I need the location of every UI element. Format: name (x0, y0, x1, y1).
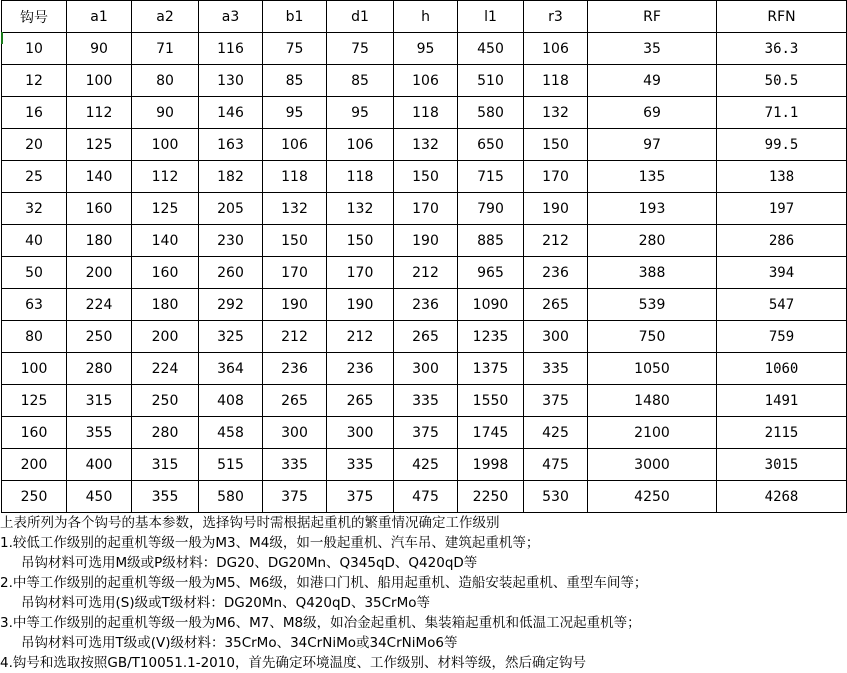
hook-parameter-table (1, 0, 847, 513)
table-cell[interactable]: 130 (199, 65, 263, 97)
table-cell[interactable]: 132 (524, 97, 588, 129)
table-cell[interactable]: 118 (327, 161, 394, 193)
notes-item-1: 1.较低工作级别的起重机等级一般为M3、M4级，如一般起重机、汽车吊、建筑起重机等； (0, 535, 540, 551)
table-cell[interactable]: 150 (327, 225, 394, 257)
table-cell[interactable]: 100 (2, 353, 67, 385)
table-cell[interactable]: 1060 (717, 353, 847, 385)
table-cell[interactable]: 150 (394, 161, 458, 193)
table-cell[interactable]: 170 (327, 257, 394, 289)
table-cell[interactable]: 230 (199, 225, 263, 257)
table-cell[interactable]: 1480 (588, 385, 717, 417)
table-cell[interactable]: 325 (199, 321, 263, 353)
column-header-10[interactable]: RFN (717, 1, 847, 33)
table-cell[interactable]: 388 (588, 257, 717, 289)
notes-item-3-material: 吊钩材料可选用T级或(V)级材料：35CrMo、34CrNiMo或34CrNiMo6等 (21, 635, 458, 651)
table-cell[interactable]: 140 (132, 225, 199, 257)
table-cell[interactable]: 36.3 (717, 33, 847, 65)
table-row (2, 161, 847, 193)
table-cell[interactable]: 515 (199, 449, 263, 481)
table-cell[interactable]: 50.5 (717, 65, 847, 97)
table-cell[interactable]: 250 (132, 385, 199, 417)
table-cell[interactable]: 170 (394, 193, 458, 225)
table-cell[interactable]: 25 (2, 161, 67, 193)
table-cell[interactable]: 400 (67, 449, 132, 481)
table-cell[interactable]: 292 (199, 289, 263, 321)
table-cell[interactable]: 650 (458, 129, 524, 161)
table-cell[interactable]: 280 (67, 353, 132, 385)
table-cell[interactable]: 265 (327, 385, 394, 417)
table-cell[interactable]: 355 (132, 481, 199, 513)
table-cell[interactable]: 150 (263, 225, 327, 257)
table-cell[interactable]: 224 (132, 353, 199, 385)
table-cell[interactable]: 547 (717, 289, 847, 321)
table-cell[interactable]: 250 (2, 481, 67, 513)
table-cell[interactable]: 182 (199, 161, 263, 193)
table-cell[interactable]: 135 (588, 161, 717, 193)
table-cell[interactable]: 335 (524, 353, 588, 385)
table-cell[interactable]: 112 (132, 161, 199, 193)
table-cell[interactable]: 375 (327, 481, 394, 513)
table-cell[interactable]: 132 (263, 193, 327, 225)
column-header-4[interactable]: b1 (263, 1, 327, 33)
table-cell[interactable]: 375 (524, 385, 588, 417)
table-cell[interactable]: 394 (717, 257, 847, 289)
table-cell[interactable]: 1745 (458, 417, 524, 449)
table-cell[interactable]: 132 (394, 129, 458, 161)
table-cell[interactable]: 71 (132, 33, 199, 65)
table-cell[interactable]: 95 (394, 33, 458, 65)
table-cell[interactable]: 160 (132, 257, 199, 289)
notes-item-2: 2.中等工作级别的起重机等级一般为M5、M6级，如港口门机、船用起重机、造船安装起重机、重型车间等； (0, 575, 648, 591)
table-cell[interactable]: 106 (263, 129, 327, 161)
table-cell[interactable]: 250 (67, 321, 132, 353)
notes-block (0, 513, 847, 673)
table-cell[interactable]: 375 (394, 417, 458, 449)
table-cell[interactable]: 315 (67, 385, 132, 417)
column-header-0[interactable]: 钩号 (2, 1, 67, 33)
table-cell[interactable]: 458 (199, 417, 263, 449)
table-cell[interactable]: 118 (524, 65, 588, 97)
table-cell[interactable]: 265 (524, 289, 588, 321)
table-cell[interactable]: 138 (717, 161, 847, 193)
table-cell[interactable]: 90 (132, 97, 199, 129)
table-cell[interactable]: 265 (394, 321, 458, 353)
table-cell[interactable]: 75 (263, 33, 327, 65)
table-cell[interactable]: 965 (458, 257, 524, 289)
table-row (2, 353, 847, 385)
table-cell[interactable]: 510 (458, 65, 524, 97)
table-cell[interactable]: 1491 (717, 385, 847, 417)
table-cell[interactable]: 236 (327, 353, 394, 385)
table-cell[interactable]: 1235 (458, 321, 524, 353)
table-cell[interactable]: 97 (588, 129, 717, 161)
table-cell[interactable]: 99.5 (717, 129, 847, 161)
table-cell[interactable]: 116 (199, 33, 263, 65)
notes-item-4: 4.钩号和选取按照GB/T10051.1-2010，首先确定环境温度、工作级别、材料等级，然后确定钩号 (0, 655, 586, 671)
column-header-8[interactable]: r3 (524, 1, 588, 33)
table-cell[interactable]: 4250 (588, 481, 717, 513)
table-cell[interactable]: 539 (588, 289, 717, 321)
table-cell[interactable]: 260 (199, 257, 263, 289)
table-cell[interactable]: 750 (588, 321, 717, 353)
table-cell[interactable]: 715 (458, 161, 524, 193)
table-cell[interactable]: 112 (67, 97, 132, 129)
table-cell[interactable]: 212 (327, 321, 394, 353)
table-cell[interactable]: 2100 (588, 417, 717, 449)
table-cell[interactable]: 125 (67, 129, 132, 161)
table-cell[interactable]: 236 (524, 257, 588, 289)
table-cell[interactable]: 355 (67, 417, 132, 449)
table-cell[interactable]: 10 (2, 33, 67, 65)
table-cell[interactable]: 1375 (458, 353, 524, 385)
table-row (2, 193, 847, 225)
table-cell[interactable]: 580 (199, 481, 263, 513)
table-cell[interactable]: 32 (2, 193, 67, 225)
table-cell[interactable]: 180 (67, 225, 132, 257)
table-cell[interactable]: 90 (67, 33, 132, 65)
table-row (2, 481, 847, 513)
table-row (2, 97, 847, 129)
table-cell[interactable]: 212 (263, 321, 327, 353)
table-cell[interactable]: 49 (588, 65, 717, 97)
table-cell[interactable]: 160 (67, 193, 132, 225)
table-row (2, 449, 847, 481)
table-cell[interactable]: 16 (2, 97, 67, 129)
table-cell[interactable]: 190 (327, 289, 394, 321)
table-cell[interactable]: 759 (717, 321, 847, 353)
table-cell[interactable]: 180 (132, 289, 199, 321)
table-cell[interactable]: 885 (458, 225, 524, 257)
active-cell-marker (1, 32, 3, 44)
table-cell[interactable]: 1050 (588, 353, 717, 385)
table-cell[interactable]: 530 (524, 481, 588, 513)
table-cell[interactable]: 146 (199, 97, 263, 129)
column-header-5[interactable]: d1 (327, 1, 394, 33)
table-cell[interactable]: 1998 (458, 449, 524, 481)
table-cell[interactable]: 300 (524, 321, 588, 353)
table-cell[interactable]: 40 (2, 225, 67, 257)
table-cell[interactable]: 300 (327, 417, 394, 449)
table-cell[interactable]: 315 (132, 449, 199, 481)
table-cell[interactable]: 125 (132, 193, 199, 225)
table-row (2, 33, 847, 65)
table-cell[interactable]: 450 (67, 481, 132, 513)
table-row (2, 225, 847, 257)
table-cell[interactable]: 224 (67, 289, 132, 321)
notes-item-1-material: 吊钩材料可选用M级或P级材料：DG20、DG20Mn、Q345qD、Q420qD等 (21, 555, 478, 571)
table-cell[interactable]: 170 (524, 161, 588, 193)
table-cell[interactable]: 1550 (458, 385, 524, 417)
table-cell[interactable]: 63 (2, 289, 67, 321)
table-cell[interactable]: 106 (327, 129, 394, 161)
table-cell[interactable]: 580 (458, 97, 524, 129)
table-cell[interactable]: 85 (263, 65, 327, 97)
table-cell[interactable]: 197 (717, 193, 847, 225)
table-cell[interactable]: 20 (2, 129, 67, 161)
table-cell[interactable]: 125 (2, 385, 67, 417)
table-cell[interactable]: 12 (2, 65, 67, 97)
table-cell[interactable]: 212 (394, 257, 458, 289)
table-cell[interactable]: 160 (2, 417, 67, 449)
table-cell[interactable]: 280 (132, 417, 199, 449)
table-cell[interactable]: 425 (394, 449, 458, 481)
column-header-3[interactable]: a3 (199, 1, 263, 33)
table-cell[interactable]: 286 (717, 225, 847, 257)
table-cell[interactable]: 190 (524, 193, 588, 225)
table-cell[interactable]: 408 (199, 385, 263, 417)
table-row (2, 257, 847, 289)
table-cell[interactable]: 100 (132, 129, 199, 161)
table-cell[interactable]: 95 (263, 97, 327, 129)
table-cell[interactable]: 790 (458, 193, 524, 225)
column-header-2[interactable]: a2 (132, 1, 199, 33)
table-cell[interactable]: 50 (2, 257, 67, 289)
column-header-6[interactable]: h (394, 1, 458, 33)
table-cell[interactable]: 200 (132, 321, 199, 353)
table-cell[interactable]: 212 (524, 225, 588, 257)
table-cell[interactable]: 80 (2, 321, 67, 353)
table-row (2, 321, 847, 353)
table-cell[interactable]: 236 (394, 289, 458, 321)
notes-intro: 上表所列为各个钩号的基本参数，选择钩号时需根据起重机的繁重情况确定工作级别 (0, 515, 500, 531)
table-cell[interactable]: 69 (588, 97, 717, 129)
table-cell[interactable]: 71.1 (717, 97, 847, 129)
table-row (2, 385, 847, 417)
table-cell[interactable]: 106 (394, 65, 458, 97)
table-cell[interactable]: 236 (263, 353, 327, 385)
table-cell[interactable]: 2115 (717, 417, 847, 449)
table-cell[interactable]: 190 (394, 225, 458, 257)
table-cell[interactable]: 280 (588, 225, 717, 257)
table-cell[interactable]: 300 (263, 417, 327, 449)
table-cell[interactable]: 140 (67, 161, 132, 193)
column-header-7[interactable]: l1 (458, 1, 524, 33)
table-cell[interactable]: 35 (588, 33, 717, 65)
table-cell[interactable]: 118 (263, 161, 327, 193)
table-row (2, 65, 847, 97)
table-cell[interactable]: 475 (394, 481, 458, 513)
table-cell[interactable]: 3015 (717, 449, 847, 481)
table-cell[interactable]: 80 (132, 65, 199, 97)
table-cell[interactable]: 100 (67, 65, 132, 97)
table-cell[interactable]: 2250 (458, 481, 524, 513)
table-cell[interactable]: 193 (588, 193, 717, 225)
table-cell[interactable]: 335 (263, 449, 327, 481)
table-row (2, 129, 847, 161)
table-cell[interactable]: 364 (199, 353, 263, 385)
table-cell[interactable]: 450 (458, 33, 524, 65)
table-cell[interactable]: 170 (263, 257, 327, 289)
table-cell[interactable]: 190 (263, 289, 327, 321)
table-body (2, 33, 847, 513)
table-cell[interactable]: 200 (67, 257, 132, 289)
table-row (2, 289, 847, 321)
table-row (2, 417, 847, 449)
table-cell[interactable]: 132 (327, 193, 394, 225)
table-cell[interactable]: 300 (394, 353, 458, 385)
table-cell[interactable]: 205 (199, 193, 263, 225)
table-cell[interactable]: 1090 (458, 289, 524, 321)
table-cell[interactable]: 106 (524, 33, 588, 65)
table-cell[interactable]: 335 (394, 385, 458, 417)
table-cell[interactable]: 265 (263, 385, 327, 417)
column-header-9[interactable]: RF (588, 1, 717, 33)
column-header-1[interactable]: a1 (67, 1, 132, 33)
table-cell[interactable]: 95 (327, 97, 394, 129)
table-cell[interactable]: 375 (263, 481, 327, 513)
notes-item-2-material: 吊钩材料可选用(S)级或T级材料：DG20Mn、Q420qD、35CrMo等 (21, 595, 431, 611)
table-cell[interactable]: 425 (524, 417, 588, 449)
table-cell[interactable]: 3000 (588, 449, 717, 481)
table-cell[interactable]: 163 (199, 129, 263, 161)
table-cell[interactable]: 475 (524, 449, 588, 481)
table-cell[interactable]: 4268 (717, 481, 847, 513)
table-cell[interactable]: 200 (2, 449, 67, 481)
table-cell[interactable]: 118 (394, 97, 458, 129)
table-cell[interactable]: 75 (327, 33, 394, 65)
table-cell[interactable]: 85 (327, 65, 394, 97)
notes-item-3: 3.中等工作级别的起重机等级一般为M6、M7、M8级，如冶金起重机、集装箱起重机和低温工况起重机等； (0, 615, 641, 631)
table-cell[interactable]: 150 (524, 129, 588, 161)
table-header-row (2, 1, 847, 33)
table-cell[interactable]: 335 (327, 449, 394, 481)
